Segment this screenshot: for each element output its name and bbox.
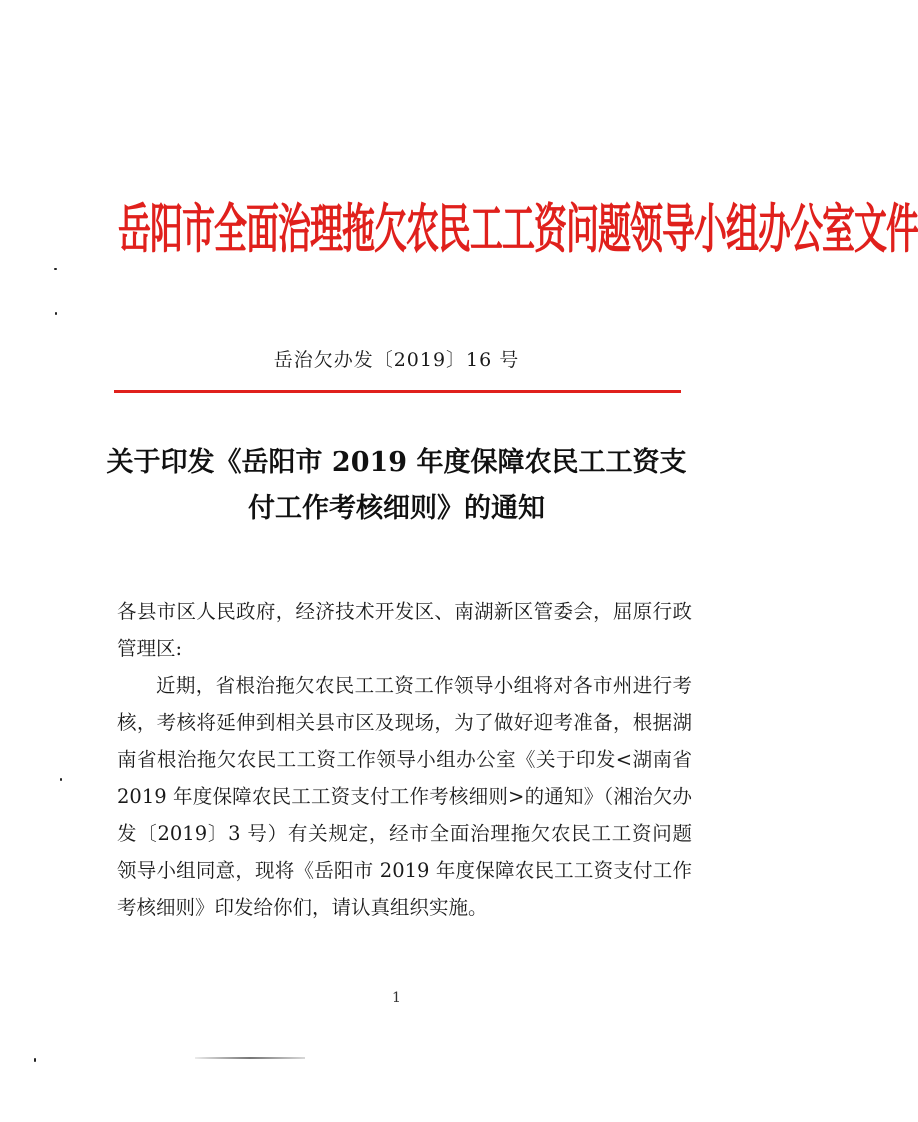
page-number: 1 [392,990,401,1006]
red-letterhead: 岳阳市全面治理拖欠农民工工资问题领导小组办公室文件 [118,197,918,260]
scan-speck [54,268,57,270]
salutation: 各县市区人民政府，经济技术开发区、南湖新区管委会，屈原行政管理区: [117,600,692,660]
document-title [100,440,693,532]
scan-speck [60,778,62,781]
title-line-1: 关于印发《岳阳市 2019 年度保障农民工工资支 [106,447,687,478]
red-divider-line [114,390,681,393]
scan-speck [55,312,57,315]
scan-artifact-line [195,1057,305,1059]
scan-speck [34,1058,36,1062]
body-paragraph: 近期，省根治拖欠农民工工资工作领导小组将对各市州进行考核，考核将延伸到相关县市区及现场，为了做好迎考准备，根据湖南省根治拖欠农民工工资工作领导小组办公室《关于印发<湖南省 2019 年度保障农民工工资支付工作考核细则>的通知》（湘治欠办发〔2019〕3 号）有关规定，经市全面治理拖欠农民工工资问题领导小组同意，现将《岳阳市 2019 年度保障农民工工资支付工作考核细则》印发给你们，请认真组织实施。 [117,674,692,919]
document-body [117,593,692,926]
title-line-2: 付工作考核细则》的通知 [248,493,545,524]
document-number: 岳治欠办发〔2019〕16 号 [273,349,520,371]
